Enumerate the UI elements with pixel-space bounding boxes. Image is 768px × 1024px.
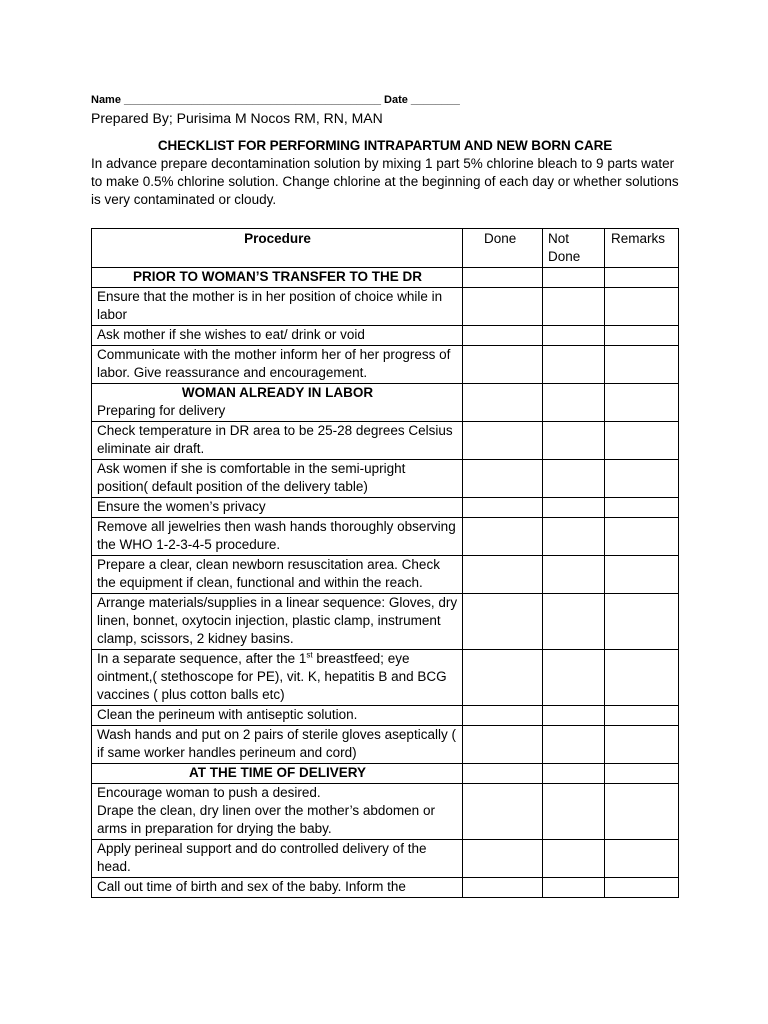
procedure-text-part: breastfeed; eye ointment,( stethoscope for PE), vit. K, hepatitis B and BCG vaccines ( plus cotton balls etc) [97,651,447,702]
section-cell [92,384,463,422]
procedure-line: Encourage woman to push a desired. [97,785,321,800]
not-done-cell[interactable] [543,384,605,422]
not-done-cell[interactable] [543,594,605,650]
procedure-cell: Ensure that the mother is in her position of choice while in labor [92,288,463,326]
remarks-cell[interactable] [605,422,679,460]
procedure-text-part: In a separate sequence, after the 1 [97,651,307,666]
remarks-cell[interactable] [605,326,679,346]
done-cell[interactable] [463,326,543,346]
done-cell[interactable] [463,594,543,650]
prepared-by: Prepared By; Purisima M Nocos RM, RN, MAN [91,110,383,126]
name-date-line: Name __________________________________________ Date ________ [91,94,460,106]
intro-paragraph: In advance prepare decontamination solution by mixing 1 part 5% chlorine bleach to 9 parts water to make 0.5% chlorine solution. Change chlorine at the beginning of each day or whether solutions is very contaminated or cloudy. [91,156,679,207]
remarks-cell[interactable] [605,764,679,784]
procedure-cell: Wash hands and put on 2 pairs of sterile gloves aseptically ( if same worker handles perineum and cord) [92,726,463,764]
remarks-cell[interactable] [605,784,679,840]
remarks-cell[interactable] [605,268,679,288]
not-done-cell[interactable] [543,878,605,898]
not-done-cell[interactable] [543,840,605,878]
remarks-cell[interactable] [605,706,679,726]
done-cell[interactable] [463,346,543,384]
remarks-cell[interactable] [605,556,679,594]
not-done-cell[interactable] [543,498,605,518]
remarks-cell[interactable] [605,650,679,706]
table-row [92,346,679,384]
procedure-cell: Ensure the women’s privacy [92,498,463,518]
procedure-cell: Clean the perineum with antiseptic solution. [92,706,463,726]
document-title: CHECKLIST FOR PERFORMING INTRAPARTUM AND NEW BORN CARE [157,138,613,153]
procedure-cell: Communicate with the mother inform her of her progress of labor. Give reassurance and encouragement. [92,346,463,384]
column-header-procedure: Procedure [92,229,463,268]
done-cell[interactable] [463,460,543,498]
remarks-cell[interactable] [605,840,679,878]
done-cell[interactable] [463,288,543,326]
table-row [92,326,679,346]
section-row [92,384,679,422]
done-cell[interactable] [463,518,543,556]
not-done-cell[interactable] [543,706,605,726]
column-header-remarks: Remarks [605,229,679,268]
not-done-cell[interactable] [543,556,605,594]
not-done-cell[interactable] [543,784,605,840]
not-done-cell[interactable] [543,422,605,460]
done-cell[interactable] [463,384,543,422]
not-done-cell[interactable] [543,326,605,346]
done-cell[interactable] [463,650,543,706]
section-row [92,764,679,784]
procedure-cell: Ask women if she is comfortable in the semi-upright position( default position of the delivery table) [92,460,463,498]
done-cell[interactable] [463,706,543,726]
table-row [92,594,679,650]
procedure-cell: Ask mother if she wishes to eat/ drink or void [92,326,463,346]
remarks-cell[interactable] [605,726,679,764]
column-header-not-done: Not Done [543,229,605,268]
procedure-cell: Prepare a clear, clean newborn resuscitation area. Check the equipment if clean, functional and within the reach. [92,556,463,594]
table-row [92,726,679,764]
done-cell[interactable] [463,784,543,840]
procedure-cell: Check temperature in DR area to be 25-28 degrees Celsius eliminate air draft. [92,422,463,460]
section-title: AT THE TIME OF DELIVERY [92,764,463,784]
not-done-cell[interactable] [543,268,605,288]
procedure-text-truncated: Call out time of birth and sex of the baby. Inform the [97,879,406,894]
procedure-cell: Arrange materials/supplies in a linear sequence: Gloves, dry linen, bonnet, oxytocin injection, plastic clamp, instrument clamp, scissors, 2 kidney basins. [92,594,463,650]
done-cell[interactable] [463,764,543,784]
remarks-cell[interactable] [605,498,679,518]
not-done-cell[interactable] [543,346,605,384]
remarks-cell[interactable] [605,460,679,498]
not-done-cell[interactable] [543,650,605,706]
procedure-cell [92,878,463,898]
procedure-cell: Apply perineal support and do controlled delivery of the head. [92,840,463,878]
not-done-cell[interactable] [543,288,605,326]
table-header-row [92,229,679,268]
checklist-page [91,92,679,898]
remarks-cell[interactable] [605,594,679,650]
not-done-cell[interactable] [543,518,605,556]
remarks-cell[interactable] [605,384,679,422]
section-title: WOMAN ALREADY IN LABOR [181,385,374,400]
remarks-cell[interactable] [605,346,679,384]
procedure-cell [92,650,463,706]
done-cell[interactable] [463,840,543,878]
not-done-cell[interactable] [543,764,605,784]
not-done-cell[interactable] [543,460,605,498]
done-cell[interactable] [463,268,543,288]
subheading: Preparing for delivery [97,403,226,418]
table-row [92,840,679,878]
checklist-table [91,228,679,898]
table-row [92,878,679,898]
column-header-done: Done [463,229,543,268]
remarks-cell[interactable] [605,288,679,326]
table-row [92,650,679,706]
done-cell[interactable] [463,726,543,764]
table-row [92,498,679,518]
section-row [92,268,679,288]
done-cell[interactable] [463,498,543,518]
table-row [92,422,679,460]
table-row [92,518,679,556]
section-title: PRIOR TO WOMAN’S TRANSFER TO THE DR [92,268,463,288]
procedure-cell: Remove all jewelries then wash hands thoroughly observing the WHO 1-2-3-4-5 procedure. [92,518,463,556]
done-cell[interactable] [463,556,543,594]
table-row [92,784,679,840]
not-done-cell[interactable] [543,726,605,764]
table-row [92,460,679,498]
remarks-cell[interactable] [605,518,679,556]
ordinal-suffix: st [306,650,313,660]
table-row [92,706,679,726]
table-row [92,288,679,326]
done-cell[interactable] [463,878,543,898]
procedure-cell [92,784,463,840]
procedure-line: Drape the clean, dry linen over the mother’s abdomen or arms in preparation for drying the baby. [97,803,435,836]
table-row [92,556,679,594]
done-cell[interactable] [463,422,543,460]
remarks-cell[interactable] [605,878,679,898]
